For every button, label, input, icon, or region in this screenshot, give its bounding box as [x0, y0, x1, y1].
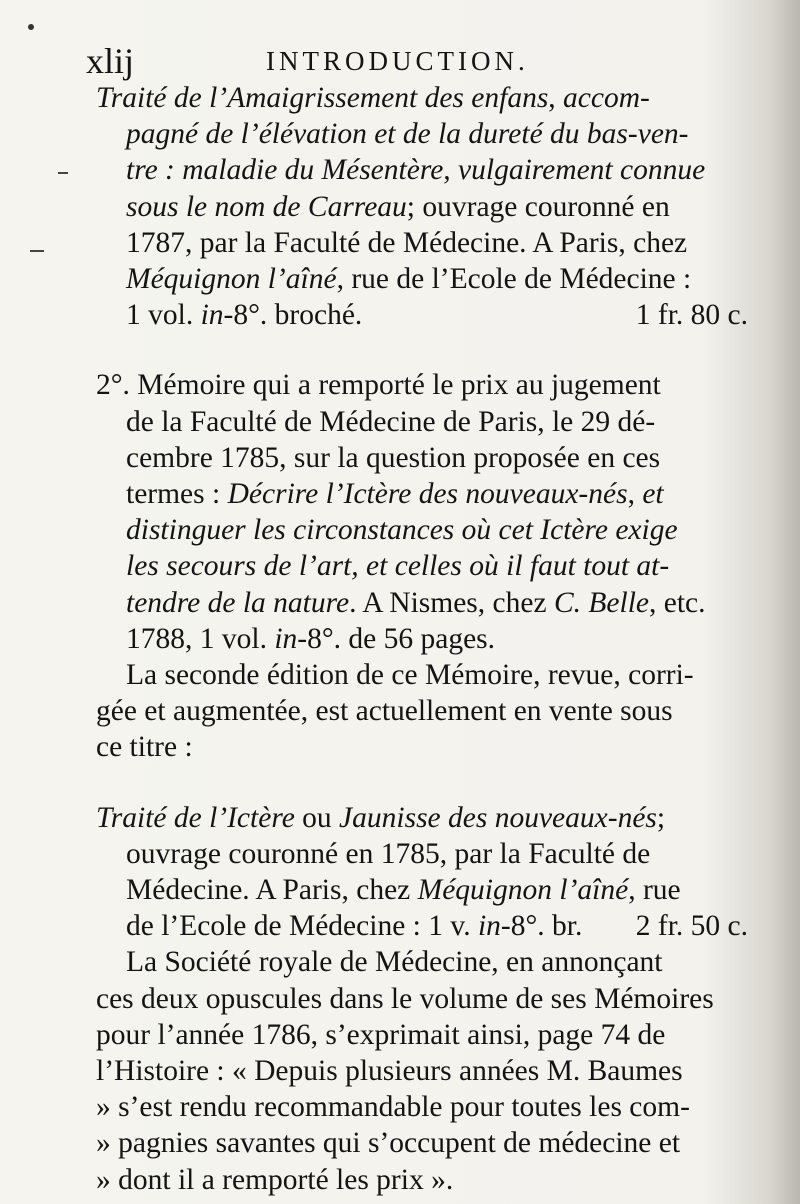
text-run: l’Histoire : « Depuis plusieurs années M. Baumes [96, 1055, 683, 1088]
text-line [96, 693, 748, 729]
book-entry-ictere [96, 800, 748, 945]
text-line [96, 1089, 748, 1125]
text-line [96, 152, 748, 188]
page-header [86, 36, 746, 86]
text-run: termes : [126, 478, 228, 511]
text-line [96, 548, 748, 584]
text-line [96, 657, 748, 693]
text-line [96, 367, 748, 403]
italic-text: accom- [563, 82, 650, 114]
text-run: -8°. broché. [223, 299, 363, 332]
italic-text: Méquignon l’aîné [417, 874, 629, 907]
text-run: Médecine. A Paris, chez [126, 874, 418, 907]
price: 1 fr. 80 c. [635, 299, 748, 332]
text-line [96, 908, 748, 944]
text-line [96, 189, 748, 225]
margin-ink-dash [30, 250, 44, 252]
text-line [96, 1017, 748, 1053]
text-run: -8°. br. [500, 910, 583, 943]
page-body [96, 80, 748, 1198]
text-line [96, 944, 748, 980]
text-line [96, 80, 748, 116]
italic-text: tre : maladie du Mésentère, vulgairement connue [126, 154, 706, 187]
text-run: ce titre : [96, 731, 193, 764]
text-run: » pagnies savantes qui s’occupent de médecine et [96, 1127, 681, 1160]
text-line [96, 476, 748, 512]
text-run: , [548, 82, 564, 114]
italic-text: Décrire l’Ictère des nouveaux-nés [227, 478, 628, 511]
text-run: 1788, 1 vol. [126, 622, 275, 655]
book-entry-amaigrissement [96, 80, 748, 333]
text-line [96, 836, 748, 872]
text-run: ; ouvrage couronné en [406, 190, 670, 223]
text-line [96, 872, 748, 908]
italic-text: in [200, 299, 224, 332]
italic-text: tendre de la nature [126, 586, 350, 619]
text-run: » dont il a remporté les prix ». [96, 1163, 454, 1196]
italic-text: Méquignon l’aîné [126, 263, 337, 296]
text-run: ou [294, 801, 340, 834]
italic-text: sous le nom de Carreau [126, 190, 407, 223]
italic-text: pagné de l’élévation et de la dureté du bas-ven- [126, 118, 689, 151]
text-run: pour l’année 1786, s’exprimait ainsi, page 74 de [96, 1018, 666, 1051]
italic-text: in [477, 910, 501, 943]
text-run: 1787, par la Faculté de Médecine. A Paris, chez [126, 226, 688, 259]
book-entry-memoire [96, 367, 748, 657]
paragraph-seconde-edition [96, 657, 748, 766]
italic-text: Traité de l’Amaigrissement des enfans [96, 82, 549, 114]
text-run: ces deux opuscules dans le volume de ses Mémoires [96, 982, 714, 1015]
text-line [96, 621, 748, 657]
text-line [96, 440, 748, 476]
text-line [96, 800, 748, 836]
italic-text: Jaunisse des nouveaux-nés [339, 801, 657, 834]
italic-text: in [274, 622, 298, 655]
text-line [96, 1125, 748, 1161]
text-run: ouvrage couronné en 1785, par la Faculté de [126, 837, 651, 870]
margin-ink-dash [58, 172, 68, 174]
text-run: , [627, 478, 643, 511]
italic-text: C. Belle [553, 586, 649, 619]
text-line [96, 225, 748, 261]
text-line [96, 512, 748, 548]
text-run: gée et augmentée, est actuellement en vente sous [96, 695, 673, 728]
text-run: 2°. Mémoire qui a remporté le prix au jugement [96, 369, 661, 402]
text-run: , etc. [648, 586, 706, 619]
text-line [96, 1053, 748, 1089]
text-run: La Société royale de Médecine, en annonçant [126, 946, 663, 979]
italic-text: les secours de l’art, et celles où il faut tout at- [126, 550, 670, 583]
margin-ink-dot [28, 24, 34, 30]
text-run: 1 vol. [126, 299, 201, 332]
text-run: . A Nismes, chez [349, 586, 554, 619]
text-line [96, 404, 748, 440]
italic-text: distinguer les circonstances où cet Ictère exige [126, 514, 678, 547]
text-line [96, 729, 748, 765]
text-line [96, 1162, 748, 1198]
page-number: xlij [86, 41, 135, 81]
text-run: de l’Ecole de Médecine : 1 v. [126, 910, 478, 943]
text-line [96, 116, 748, 152]
text-run: La seconde édition de ce Mémoire, revue, corri- [126, 659, 694, 692]
text-line [96, 297, 748, 333]
italic-text: et [642, 478, 664, 511]
text-run: , rue de l’Ecole de Médecine : [336, 263, 692, 296]
text-run: de la Faculté de Médecine de Paris, le 29 dé- [126, 405, 656, 438]
price: 2 fr. 50 c. [635, 910, 748, 943]
text-line [96, 585, 748, 621]
running-title: INTRODUCTION. [266, 46, 529, 76]
italic-text: Traité de l’Ictère [96, 801, 295, 834]
paragraph-societe-royale [96, 944, 748, 1197]
text-run: , rue [628, 874, 681, 907]
text-run: ; [656, 801, 666, 834]
text-line [96, 981, 748, 1017]
text-run: -8°. de 56 pages. [297, 622, 496, 655]
text-run: cembre 1785, sur la question proposée en ces [126, 441, 661, 474]
text-line [96, 261, 748, 297]
text-run: » s’est rendu recommandable pour toutes les com- [96, 1091, 690, 1124]
